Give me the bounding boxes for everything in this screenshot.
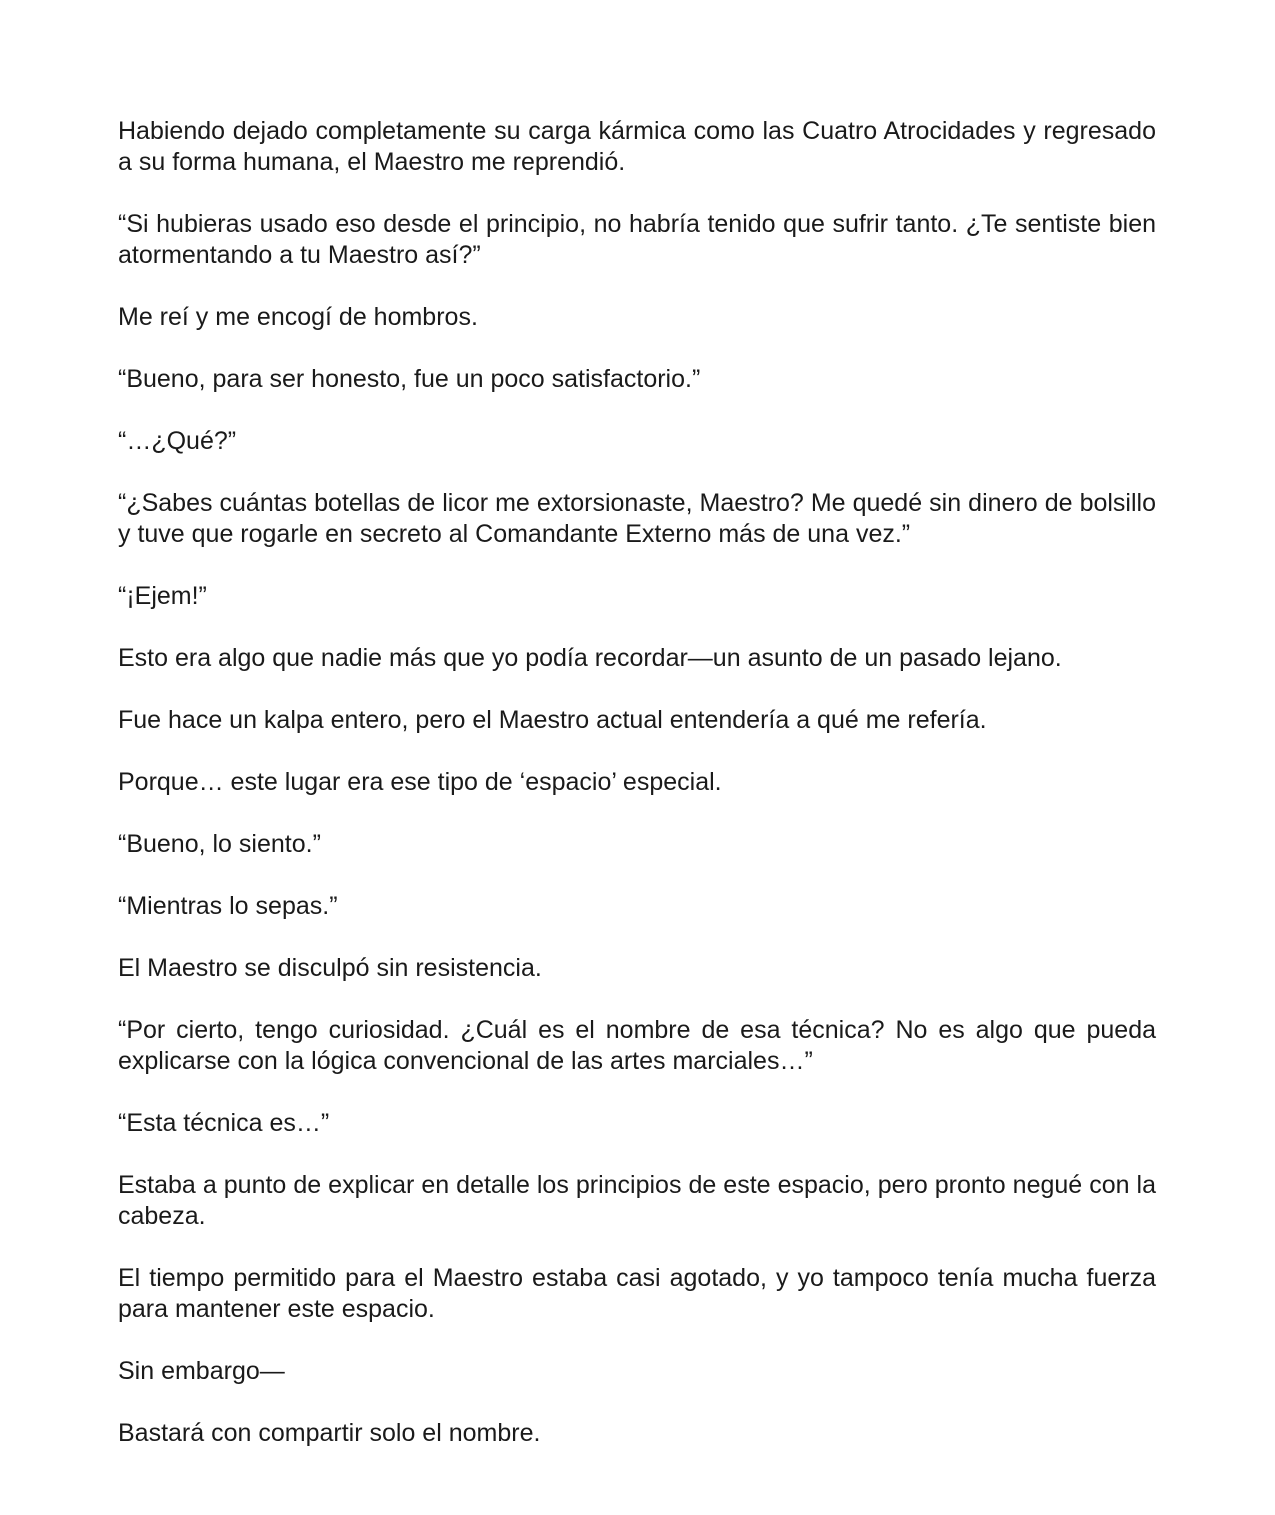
paragraph: “Por cierto, tengo curiosidad. ¿Cuál es el nombre de esa técnica? No es algo que pueda explicarse con la lógica convencional de las artes marciales…” bbox=[118, 1016, 1156, 1075]
paragraph: Esto era algo que nadie más que yo podía recordar—un asunto de un pasado lejano. bbox=[118, 644, 1062, 672]
paragraph: “¡Ejem!” bbox=[118, 582, 207, 610]
paragraph: El tiempo permitido para el Maestro estaba casi agotado, y yo tampoco tenía mucha fuerza para mantener este espacio. bbox=[118, 1264, 1156, 1323]
paragraph: El Maestro se disculpó sin resistencia. bbox=[118, 954, 542, 982]
paragraph: Me reí y me encogí de hombros. bbox=[118, 303, 478, 331]
paragraph: Habiendo dejado completamente su carga kármica como las Cuatro Atrocidades y regresado a su forma humana, el Maestro me reprendió. bbox=[118, 117, 1156, 176]
paragraph: Fue hace un kalpa entero, pero el Maestro actual entendería a qué me refería. bbox=[118, 706, 987, 734]
paragraph: Bastará con compartir solo el nombre. bbox=[118, 1419, 541, 1447]
paragraph: “¿Sabes cuántas botellas de licor me extorsionaste, Maestro? Me quedé sin dinero de bolsillo y tuve que rogarle en secreto al Comandante Externo más de una vez.” bbox=[118, 489, 1156, 548]
paragraph: “Si hubieras usado eso desde el principio, no habría tenido que sufrir tanto. ¿Te sentiste bien atormentando a tu Maestro así?” bbox=[118, 210, 1156, 269]
paragraph: “Bueno, lo siento.” bbox=[118, 830, 321, 858]
document-page bbox=[118, 116, 1156, 1449]
paragraph: “Mientras lo sepas.” bbox=[118, 892, 338, 920]
paragraph: Porque… este lugar era ese tipo de ‘espacio’ especial. bbox=[118, 768, 722, 796]
paragraph: Estaba a punto de explicar en detalle los principios de este espacio, pero pronto negué con la cabeza. bbox=[118, 1171, 1156, 1230]
paragraph: “…¿Qué?” bbox=[118, 427, 237, 455]
paragraph: “Esta técnica es…” bbox=[118, 1109, 330, 1137]
paragraph: Sin embargo— bbox=[118, 1357, 285, 1385]
paragraph: “Bueno, para ser honesto, fue un poco satisfactorio.” bbox=[118, 365, 701, 393]
